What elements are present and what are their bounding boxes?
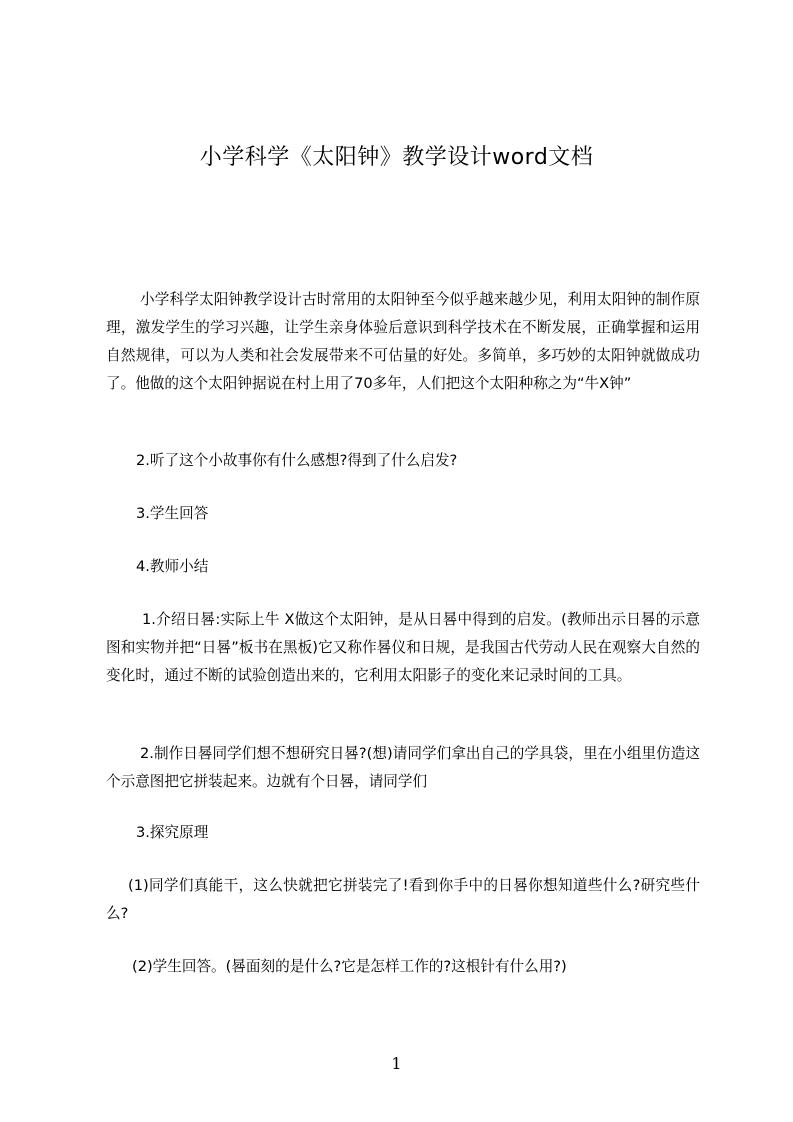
paragraph-teacher-summary: 4.教师小结 <box>136 558 209 575</box>
document-title: 小学科学《太阳钟》教学设计word文档 <box>199 145 594 170</box>
paragraph-student-answer: 3.学生回答 <box>136 505 209 522</box>
paragraph-step-1: (1)同学们真能干，这么快就把它拼装完了!看到你手中的日晷你想知道些什么?研究些什么? <box>106 877 700 922</box>
page-number: 1 <box>391 1054 402 1073</box>
paragraph-intro: 小学科学太阳钟教学设计古时常用的太阳钟至今似乎越来越少见，利用太阳钟的制作原理，激发学生的学习兴趣，让学生亲身体验后意识到科学技术在不断发展，正确掌握和运用自然规律，可以为人类和社会发展带来不可估量的好处。多简单，多巧妙的太阳钟就做成功了。他做的这个太阳钟据说在村上用了70多年，人们把这个太阳种称之为“牛X钟” <box>106 291 700 392</box>
paragraph-sundial-intro: 1.介绍日晷:实际上牛 X做这个太阳钟，是从日晷中得到的启发。(教师出示日晷的示意图和实物并把“日晷”板书在黑板)它又称作晷仪和日规，是我国古代劳动人民在观察大自然的变化时，通过不断的试验创造出来的，它利用太阳影子的变化来记录时间的工具。 <box>106 611 700 684</box>
paragraph-explore-principle: 3.探究原理 <box>136 824 209 841</box>
paragraph-step-2: (2)学生回答。(晷面刻的是什么?它是怎样工作的?这根针有什么用?) <box>132 958 567 975</box>
paragraph-question: 2.听了这个小故事你有什么感想?得到了什么启发? <box>136 452 458 469</box>
paragraph-make-sundial: 2.制作日晷同学们想不想研究日晷?(想)请同学们拿出自己的学具袋，里在小组里仿造这个示意图把它拼装起来。边就有个日晷，请同学们 <box>106 745 700 790</box>
